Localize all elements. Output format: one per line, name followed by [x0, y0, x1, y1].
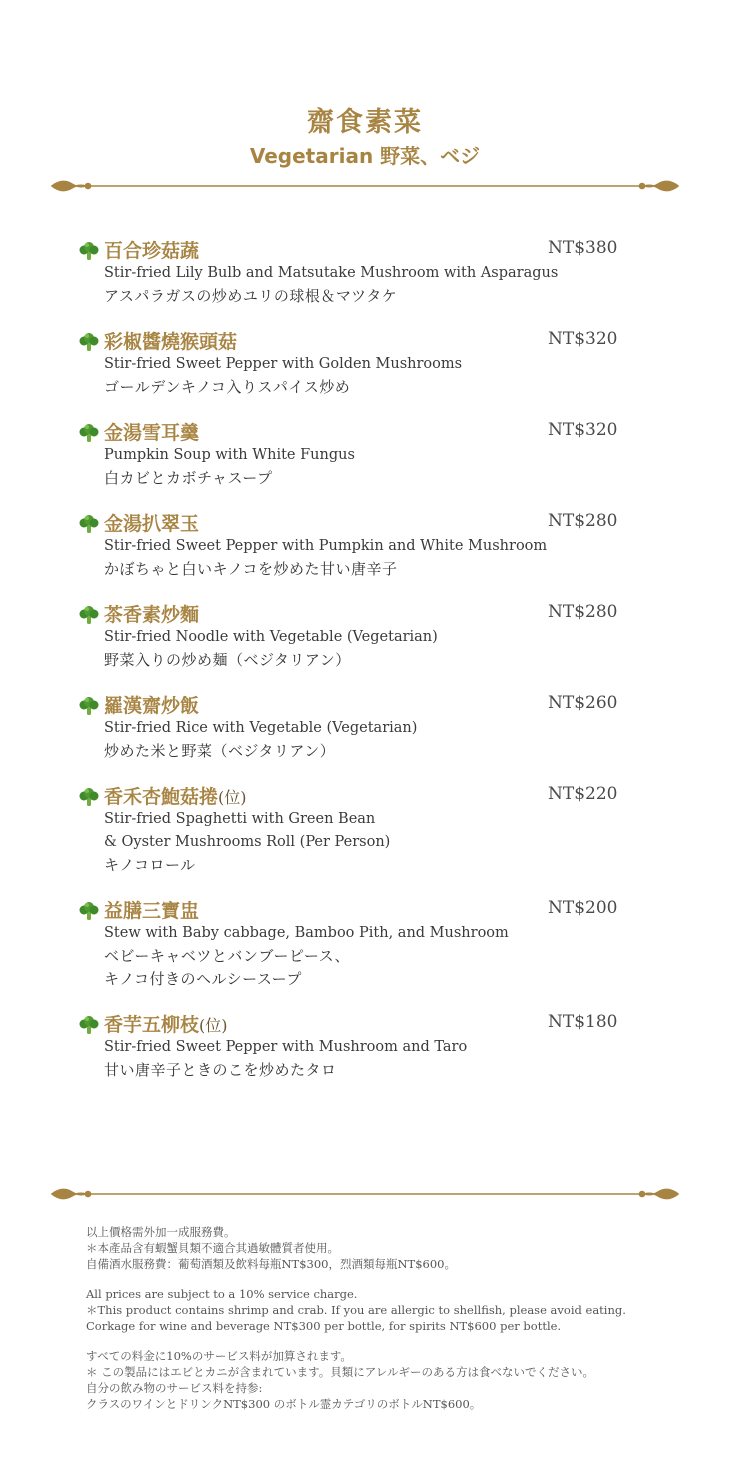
item-japanese-name: 野菜入りの炒め麺（ベジタリアン） [104, 651, 351, 669]
menu-item-header [78, 691, 638, 717]
footer-line: 自分の飲み物のサービス料を持参: [86, 1381, 263, 1395]
footer-line: 以上價格需外加一成服務費。 [86, 1225, 236, 1239]
item-name [104, 600, 199, 627]
menu-item-header [78, 418, 638, 444]
item-japanese-name: ベビーキャベツとバンブーピース、 [104, 947, 351, 965]
page-subtitle: Vegetarian 野菜、ベジ [249, 144, 481, 168]
ornament-divider-bottom [48, 1184, 682, 1204]
page-title: 齋食素菜 [307, 107, 423, 138]
item-name-text: 金湯扒翠玉 [104, 513, 200, 535]
item-japanese-name: キノコ付きのヘルシースープ [104, 970, 302, 988]
item-name-text: 百合珍菇蔬 [104, 240, 200, 262]
item-portion-note: (位) [218, 788, 247, 807]
footer-line: ＊本產品含有蝦蟹貝類不適合其過敏體質者使用。 [86, 1241, 339, 1255]
item-english-name: & Oyster Mushrooms Roll (Per Person) [104, 834, 391, 850]
item-name-text: 香禾杏鮑菇捲 [104, 786, 219, 808]
broccoli-icon [78, 1014, 100, 1036]
footer-line: ＊This product contains shrimp and crab. If you are allergic to shellfish, please avoid eating. [86, 1303, 626, 1317]
item-name-text: 香芋五柳枝 [104, 1014, 200, 1036]
item-name-text: 茶香素炒麵 [104, 604, 200, 626]
broccoli-icon [78, 604, 100, 626]
item-description [78, 626, 638, 672]
footer-jp [86, 1348, 686, 1412]
menu-item [78, 600, 638, 672]
item-price: NT$280 [548, 511, 618, 531]
item-japanese-name: 白カビとカボチャスープ [104, 469, 273, 487]
item-english-name: Stir-fried Lily Bulb and Matsutake Mushroom with Asparagus [104, 265, 559, 281]
menu-item [78, 782, 638, 877]
item-description [78, 1036, 638, 1082]
menu-item-header [78, 327, 638, 353]
item-name-text: 金湯雪耳羹 [104, 422, 200, 444]
item-portion-note: (位) [199, 1016, 228, 1035]
item-japanese-name: アスパラガスの炒めユリの球根＆マツタケ [104, 287, 398, 305]
item-japanese-name: かぼちゃと白いキノコを炒めた甘い唐辛子 [104, 560, 398, 578]
item-description [78, 353, 638, 399]
item-price: NT$320 [548, 329, 618, 349]
item-english-name: Stir-fried Sweet Pepper with Golden Mushrooms [104, 356, 463, 372]
item-name [104, 1010, 228, 1037]
menu-item [78, 418, 638, 490]
menu-item [78, 691, 638, 763]
item-name-text: 彩椒醬燒猴頭菇 [104, 331, 238, 353]
item-price: NT$280 [548, 602, 618, 622]
item-name [104, 236, 199, 263]
item-name [104, 418, 199, 445]
item-description [78, 535, 638, 581]
broccoli-icon [78, 331, 100, 353]
footer-line: All prices are subject to a 10% service charge. [86, 1287, 358, 1301]
item-english-name: Stir-fried Sweet Pepper with Mushroom and Taro [104, 1039, 468, 1055]
item-description [78, 444, 638, 490]
item-description [78, 262, 638, 308]
item-price: NT$200 [548, 898, 618, 918]
item-price: NT$320 [548, 420, 618, 440]
item-japanese-name: 炒めた米と野菜（ベジタリアン） [104, 742, 336, 760]
item-english-name: Stir-fried Sweet Pepper with Pumpkin and White Mushroom [104, 538, 548, 554]
item-price: NT$220 [548, 784, 618, 804]
menu-item-header [78, 236, 638, 262]
footer-line: Corkage for wine and beverage NT$300 per bottle, for spirits NT$600 per bottle. [86, 1319, 562, 1333]
item-japanese-name: キノコロール [104, 856, 196, 874]
item-price: NT$260 [548, 693, 618, 713]
item-price: NT$380 [548, 238, 618, 258]
menu-item [78, 509, 638, 581]
footer-line: クラスのワインとドリンクNT$300 のボトル霊カテゴリのボトルNT$600。 [86, 1397, 482, 1411]
menu-item-header [78, 1010, 638, 1036]
footer-en [86, 1286, 686, 1334]
item-name [104, 782, 247, 809]
menu-item [78, 327, 638, 399]
broccoli-icon [78, 786, 100, 808]
menu-item-header [78, 509, 638, 535]
item-english-name: Stir-fried Noodle with Vegetable (Vegetarian) [104, 629, 438, 645]
item-name [104, 691, 199, 718]
footer-line: すべての料金に10%のサービス料が加算されます。 [86, 1349, 352, 1363]
menu-item [78, 896, 638, 991]
footer-zh [86, 1224, 686, 1272]
item-name-text: 羅漢齋炒飯 [104, 695, 200, 717]
item-description [78, 717, 638, 763]
footer-line: ＊ この製品にはエビとカニが含まれています。貝類にアレルギーのある方は食べないでください。 [86, 1365, 594, 1379]
broccoli-icon [78, 695, 100, 717]
footer-line: 自備酒水服務費：葡萄酒類及飲料每瓶NT$300，烈酒類每瓶NT$600。 [86, 1257, 456, 1271]
menu-item [78, 1010, 638, 1082]
broccoli-icon [78, 900, 100, 922]
item-japanese-name: 甘い唐辛子ときのこを炒めたタロ [104, 1061, 337, 1079]
menu-item-header [78, 600, 638, 626]
item-english-name: Pumpkin Soup with White Fungus [104, 447, 355, 463]
broccoli-icon [78, 513, 100, 535]
item-english-name: Stir-fried Rice with Vegetable (Vegetarian) [104, 720, 418, 736]
item-description [78, 922, 638, 991]
item-description [78, 808, 638, 877]
broccoli-icon [78, 422, 100, 444]
ornament-divider-top [48, 176, 682, 196]
item-english-name: Stir-fried Spaghetti with Green Bean [104, 811, 376, 827]
item-name [104, 327, 237, 354]
menu-item-header [78, 896, 638, 922]
menu-item-header [78, 782, 638, 808]
item-english-name: Stew with Baby cabbage, Bamboo Pith, and Mushroom [104, 925, 509, 941]
item-price: NT$180 [548, 1012, 618, 1032]
item-name-text: 益膳三寶盅 [104, 900, 200, 922]
menu-item [78, 236, 638, 308]
footer-notes [86, 1224, 686, 1426]
broccoli-icon [78, 240, 100, 262]
item-name [104, 896, 199, 923]
item-name [104, 509, 199, 536]
item-japanese-name: ゴールデンキノコ入りスパイス炒め [104, 378, 351, 396]
